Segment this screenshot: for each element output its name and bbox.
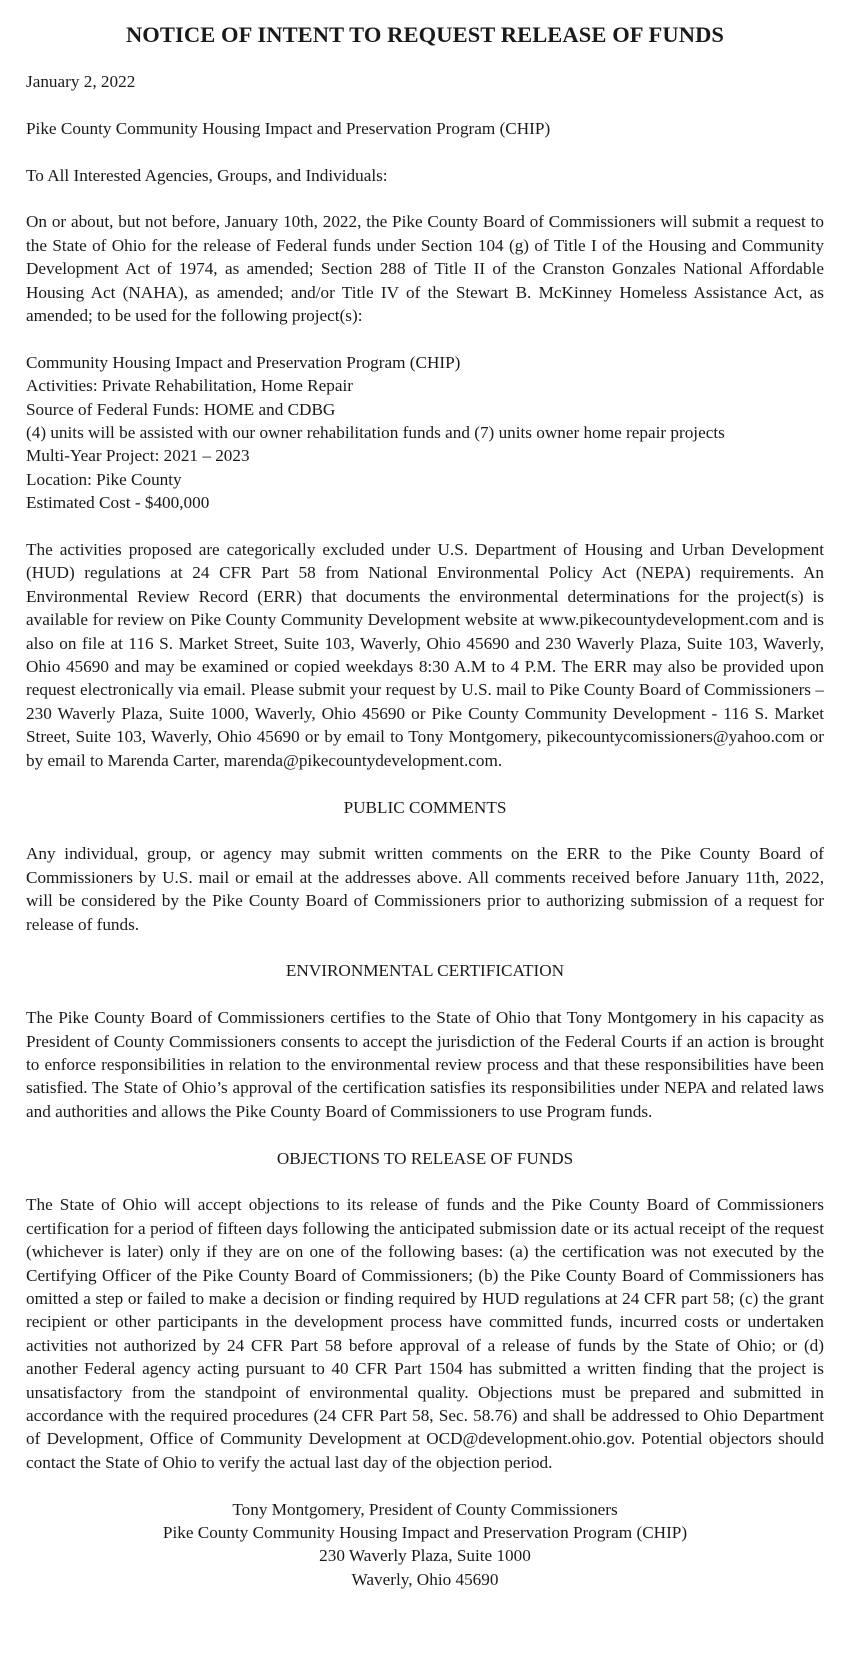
project-multi-year: Multi-Year Project: 2021 – 2023 <box>26 446 250 466</box>
salutation: To All Interested Agencies, Groups, and Individuals: <box>26 165 388 185</box>
signature-name: Tony Montgomery, President of County Commissioners <box>232 1499 618 1519</box>
project-details <box>26 351 824 515</box>
project-location: Location: Pike County <box>26 469 182 489</box>
program-name: Pike County Community Housing Impact and Preservation Program (CHIP) <box>26 118 551 138</box>
signature-program: Pike County Community Housing Impact and Preservation Program (CHIP) <box>162 1523 688 1542</box>
exclusion-paragraph: The activities proposed are categorically excluded under U.S. Department of Housing and Urban Development (HUD) regulations at 24 CFR Part 58 from National Environmental Policy Act (NEPA) requirements. An Environmental Review Record (ERR) that documents the environmental determinations for the project(s) is available for review on Pike County Community Development website at www.pikecountydevelopment.com and is also on file at 116 S. Market Street, Suite 103, Waverly, Ohio 45690 and 230 Waverly Plaza, Suite 103, Waverly, Ohio 45690 and may be examined or copied weekdays 8:30 A.M to 4 P.M. The ERR may also be provided upon request electronically via email. Please submit your request by U.S. mail to Pike County Board of Commissioners – 230 Waverly Plaza, Suite 1000, Waverly, Ohio 45690 or Pike County Community Development - 116 S. Market Street, Suite 103, Waverly, Ohio 45690 or by email to Tony Montgomery, pikecountycomissioners@yahoo.com or by email to Marenda Carter, marenda@pikecountydevelopment.com. <box>26 540 824 770</box>
objections-heading: OBJECTIONS TO RELEASE OF FUNDS <box>276 1148 574 1168</box>
certification-heading: ENVIRONMENTAL CERTIFICATION <box>285 961 565 981</box>
project-activities: Activities: Private Rehabilitation, Home Repair <box>26 376 353 396</box>
signature-address-line1: 230 Waverly Plaza, Suite 1000 <box>319 1546 531 1566</box>
intro-paragraph: On or about, but not before, January 10th, 2022, the Pike County Board of Commissioners will submit a request to the State of Ohio for the release of Federal funds under Section 104 (g) of Title I of the Housing and Community Development Act of 1974, as amended; Section 288 of Title II of the Cranston Gonzales National Affordable Housing Act (NAHA), as amended; and/or Title IV of the Stewart B. McKinney Homeless Assistance Act, as amended; to be used for the following project(s): <box>26 212 824 326</box>
public-comments-heading: PUBLIC COMMENTS <box>343 797 507 817</box>
objections-paragraph: The State of Ohio will accept objections to its release of funds and the Pike County Board of Commissioners certification for a period of fifteen days following the anticipated submission date or its actual receipt of the request (whichever is later) only if they are on one of the following bases: (a) the certification was not executed by the Certifying Officer of the Pike County Board of Commissioners; (b) the Pike County Board of Commissioners has omitted a step or failed to make a decision or finding required by HUD regulations at 24 CFR part 58; (c) the grant recipient or other participants in the development process have committed funds, incurred costs or undertaken activities not authorized by 24 CFR Part 58 before approval of a release of funds by the State of Ohio; or (d) another Federal agency acting pursuant to 40 CFR Part 1504 has submitted a written finding that the project is unsatisfactory from the standpoint of environmental quality. Objections must be prepared and submitted in accordance with the required procedures (24 CFR Part 58, Sec. 58.76) and shall be addressed to Ohio Department of Development, Office of Community Development at OCD@development.ohio.gov. Potential objectors should contact the State of Ohio to verify the actual last day of the objection period. <box>26 1195 824 1472</box>
notice-title: NOTICE OF INTENT TO REQUEST RELEASE OF FUNDS <box>125 22 725 47</box>
project-units: (4) units will be assisted with our owner rehabilitation funds and (7) units owner home repair projects <box>26 423 725 443</box>
project-name: Community Housing Impact and Preservation Program (CHIP) <box>26 352 461 372</box>
project-funding-source: Source of Federal Funds: HOME and CDBG <box>26 399 336 419</box>
notice-date: January 2, 2022 <box>26 72 136 91</box>
signature-block <box>26 1498 824 1592</box>
project-cost: Estimated Cost - $400,000 <box>26 493 210 513</box>
public-comments-paragraph: Any individual, group, or agency may submit written comments on the ERR to the Pike County Board of Commissioners by U.S. mail or email at the addresses above. All comments received before January 11th, 2022, will be considered by the Pike County Board of Commissioners prior to authorizing submission of a request for release of funds. <box>26 844 824 934</box>
certification-paragraph: The Pike County Board of Commissioners certifies to the State of Ohio that Tony Montgomery in his capacity as President of County Commissioners consents to accept the jurisdiction of the Federal Courts if an action is brought to enforce responsibilities in relation to the environmental review process and that these responsibilities have been satisfied. The State of Ohio’s approval of the certification satisfies its responsibilities under NEPA and related laws and authorities and allows the Pike County Board of Commissioners to use Program funds. <box>26 1008 824 1121</box>
signature-address-line2: Waverly, Ohio 45690 <box>351 1569 499 1589</box>
